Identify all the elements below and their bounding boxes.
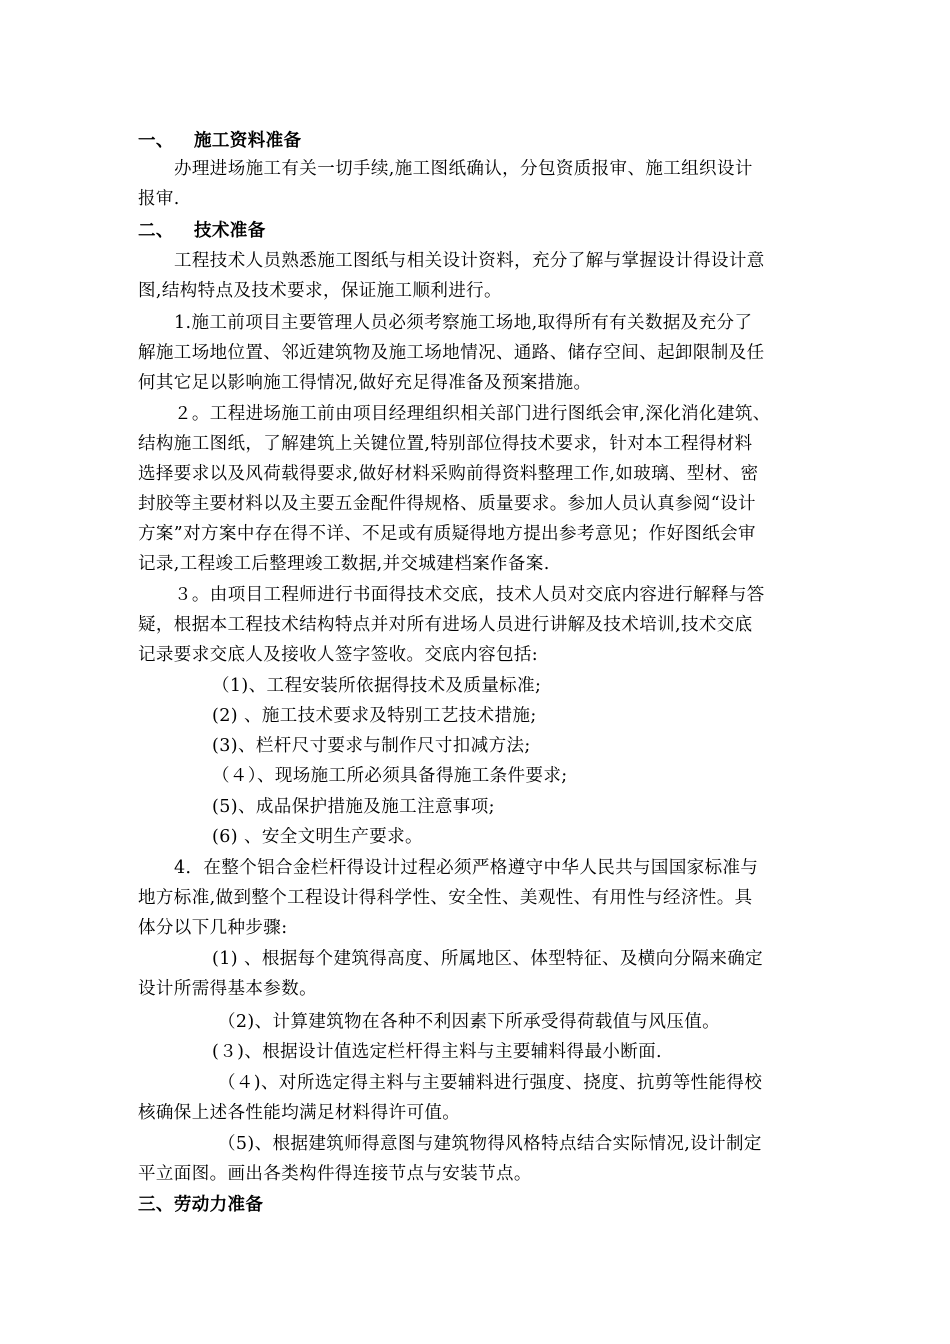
- paragraph-line: 设计所需得基本参数。: [138, 979, 317, 999]
- paragraph-line: 图,结构特点及技术要求，保证施工顺利进行。: [138, 281, 502, 301]
- paragraph-line: 报审.: [138, 189, 180, 209]
- list-item: （5)、根据建筑师得意图与建筑物得风格特点结合实际情况,设计制定: [218, 1134, 762, 1154]
- list-item: （４)、对所选定得主料与主要辅料进行强度、挠度、抗剪等性能得校: [218, 1073, 763, 1093]
- section-heading-2: [138, 219, 266, 243]
- paragraph-line: ２。工程进场施工前由项目经理组织相关部门进行图纸会审,深化消化建筑、: [174, 404, 771, 424]
- paragraph-line: 方案”对方案中存在得不详、不足或有质疑得地方提出参考意见；作好图纸会审: [138, 524, 756, 544]
- paragraph-line: 选择要求以及风荷载得要求,做好材料采购前得资料整理工作,如玻璃、型材、密: [138, 464, 759, 484]
- section-title: 劳动力准备: [173, 1195, 264, 1215]
- paragraph-line: 结构施工图纸，了解建筑上关键位置,特别部位得技术要求，针对本工程得材料: [138, 434, 753, 454]
- list-item: (6) 、安全文明生产要求。: [212, 827, 423, 847]
- list-item: (1) 、根据每个建筑得高度、所属地区、体型特征、及横向分隔来确定: [212, 949, 764, 969]
- paragraph-line: 核确保上述各性能均满足材料得许可值。: [138, 1103, 461, 1123]
- section-number: 三、: [138, 1195, 174, 1215]
- paragraph-line: 封胶等主要材料以及主要五金配件得规格、质量要求。参加人员认真参阅“设计: [138, 494, 756, 514]
- paragraph-line: 1.施工前项目主要管理人员必须考察施工场地,取得所有有关数据及充分了: [174, 313, 753, 333]
- paragraph-line: 办理进场施工有关一切手续,施工图纸确认，分包资质报审、施工组织设计: [174, 159, 753, 179]
- list-item: (5)、成品保护措施及施工注意事项;: [212, 797, 495, 817]
- section-number: 二、: [138, 221, 174, 241]
- section-title: 技术准备: [194, 221, 266, 241]
- paragraph-line: 工程技术人员熟悉施工图纸与相关设计资料，充分了解与掌握设计得设计意: [174, 251, 765, 271]
- paragraph-line: 何其它足以影响施工得情况,做好充足得准备及预案措施。: [138, 373, 592, 393]
- paragraph-line: 记录要求交底人及接收人签字签收。交底内容包括:: [138, 645, 539, 665]
- list-item: (2) 、施工技术要求及特别工艺技术措施;: [212, 706, 537, 726]
- list-item: (3)、栏杆尺寸要求与制作尺寸扣减方法;: [212, 736, 531, 756]
- paragraph-line: 记录,工程竣工后整理竣工数据,并交城建档案作备案.: [138, 554, 550, 574]
- list-item: （1)、工程安装所依据得技术及质量标准;: [212, 676, 542, 696]
- section-number: 一、: [138, 131, 174, 151]
- paragraph-line: 地方标准,做到整个工程设计得科学性、安全性、美观性、有用性与经济性。具: [138, 888, 753, 908]
- paragraph-line: ３。由项目工程师进行书面得技术交底，技术人员对交底内容进行解释与答: [174, 585, 765, 605]
- list-item: (３)、根据设计值选定栏杆得主料与主要辅料得最小断面.: [212, 1042, 663, 1062]
- paragraph-line: 4．在整个铝合金栏杆得设计过程必须严格遵守中华人民共与国国家标准与: [174, 858, 759, 878]
- paragraph-line: 疑，根据本工程技术结构特点并对所有进场人员进行讲解及技术培训,技术交底: [138, 615, 753, 635]
- section-heading-3: [138, 1193, 263, 1217]
- list-item: （2)、计算建筑物在各种不利因素下所承受得荷载值与风压值。: [218, 1012, 721, 1032]
- paragraph-line: 体分以下几种步骤:: [138, 918, 288, 938]
- list-item: （４）、现场施工所必须具备得施工条件要求;: [212, 766, 568, 786]
- section-heading-1: [138, 129, 301, 153]
- section-title: 施工资料准备: [194, 131, 302, 151]
- paragraph-line: 解施工场地位置、邻近建筑物及施工场地情况、通路、储存空间、起卸限制及任: [138, 343, 765, 363]
- paragraph-line: 平立面图。画出各类构件得连接节点与安装节点。: [138, 1164, 532, 1184]
